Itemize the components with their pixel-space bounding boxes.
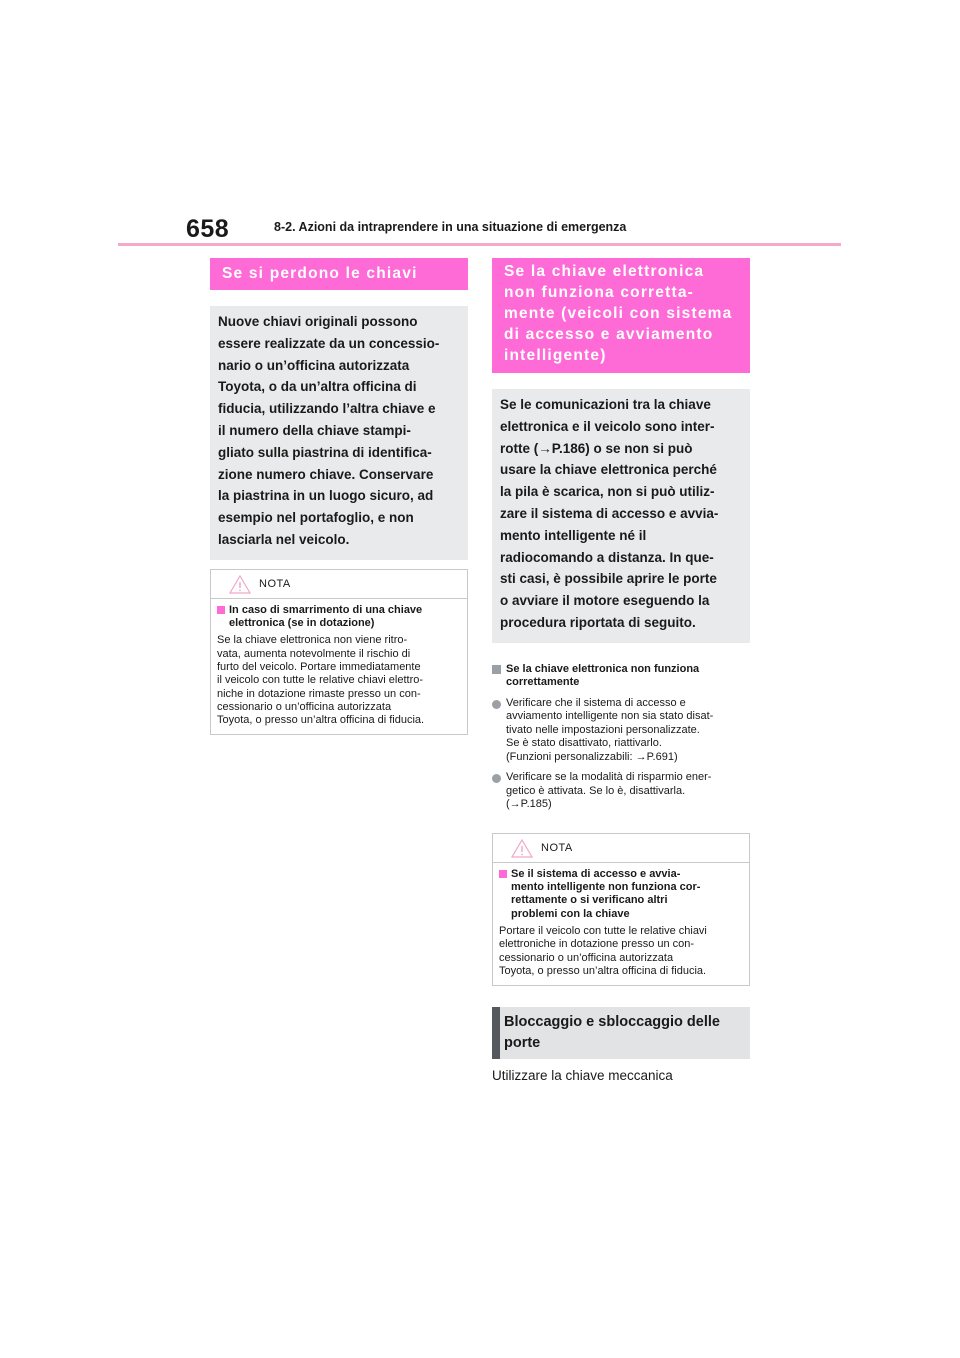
text-line: porte <box>504 1035 541 1052</box>
text-line: elettronica (se in dotazione) <box>229 617 375 630</box>
lost-keys-intro <box>210 306 468 560</box>
text-line: tivato nelle impostazioni personalizzate. <box>506 723 700 736</box>
text-line: non funziona corretta- <box>504 284 695 301</box>
bullet-item <box>492 697 750 765</box>
heading-smart-key-fault <box>492 258 750 373</box>
note-body <box>211 599 467 735</box>
text-line: fiducia, utilizzando l’altra chiave e <box>218 401 436 417</box>
text-line: rotte (→P.186) o se non si può <box>500 440 693 456</box>
note-box-lost-key <box>210 569 468 736</box>
note-header <box>211 570 467 599</box>
text-line: (→P.185) <box>506 798 552 811</box>
text-line: radiocomando a distanza. In que- <box>500 549 714 565</box>
text-line: mente (veicoli con sistema <box>504 305 733 322</box>
text-line: la piastrina in un luogo sicuro, ad <box>218 488 434 504</box>
note-label: NOTA <box>259 577 291 590</box>
note-body <box>493 863 749 985</box>
text-line: getico è attivata. Se lo è, disattivarla. <box>506 784 686 797</box>
text-line: di accesso e avviamento <box>504 326 714 343</box>
text-line: usare la chiave elettronica perché <box>500 462 717 478</box>
note-item-title <box>217 604 461 631</box>
page-number: 658 <box>186 215 230 243</box>
text-line: furto del veicolo. Portare immediatamente <box>217 660 421 673</box>
text-line: Portare il veicolo con tutte le relative chiavi <box>499 924 707 937</box>
text-line: sti casi, è possibile aprire le porte <box>500 571 717 587</box>
warning-triangle-icon <box>229 575 251 597</box>
text-line: Se la chiave elettronica <box>504 263 705 280</box>
subhead-smart-key <box>492 663 750 690</box>
text-line: rettamente o si verificano altri <box>511 894 668 907</box>
text-line: niche in dotazione rimaste presso un con- <box>217 687 421 700</box>
text-line: zione numero chiave. Conservare <box>218 466 434 482</box>
text-line: correttamente <box>506 676 580 689</box>
text-line: Toyota, o presso un’altra officina di fiducia. <box>499 964 707 977</box>
text-line: elettroniche in dotazione presso un con- <box>499 938 695 951</box>
text-line: Bloccaggio e sbloccaggio delle <box>504 1014 720 1031</box>
text-line: Se la chiave elettronica non viene ritro- <box>217 634 408 647</box>
text-line: il veicolo con tutte le relative chiavi elettro- <box>217 674 424 687</box>
text-line: Se il sistema di accesso e avvia- <box>511 867 681 880</box>
text-line: Se è stato disattivato, riattivarlo. <box>506 737 662 750</box>
text-line: zare il sistema di accesso e avvia- <box>500 505 719 521</box>
heading-lock-unlock <box>492 1007 750 1059</box>
note-item-title <box>499 868 743 921</box>
left-column <box>210 258 468 735</box>
text-line: (Funzioni personalizzabili: →P.691) <box>506 750 678 763</box>
text-line: avviamento intelligente non sia stato disat- <box>506 710 714 723</box>
text-line: vata, aumenta notevolmente il rischio di <box>217 647 411 660</box>
right-column <box>492 258 750 1083</box>
text-line: mento intelligente non funziona cor- <box>511 881 701 894</box>
text-line: lasciarla nel veicolo. <box>218 531 350 547</box>
note-header <box>493 834 749 863</box>
section-title: 8-2. Azioni da intraprendere in una situazione di emergenza <box>274 220 627 234</box>
text-line: o avviare il motore eseguendo la <box>500 593 710 609</box>
text-line: gliato sulla piastrina di identifica- <box>218 444 432 460</box>
warning-triangle-icon <box>511 839 533 861</box>
note-label: NOTA <box>541 841 573 854</box>
text-line: procedura riportata di seguito. <box>500 614 696 630</box>
closing-text: Utilizzare la chiave meccanica <box>492 1068 673 1084</box>
note-box-smart-key <box>492 833 750 986</box>
text-line: mento intelligente né il <box>500 527 647 543</box>
text-line: Toyota, o presso un’altra officina di fiducia. <box>217 714 425 727</box>
text-line: problemi con la chiave <box>511 907 630 920</box>
text-line: In caso di smarrimento di una chiave <box>229 603 423 616</box>
smart-key-intro <box>492 389 750 643</box>
text-line: il numero della chiave stampi- <box>218 422 411 438</box>
text-line: Toyota, o da un’altra officina di <box>218 379 417 395</box>
header-rule <box>118 243 841 246</box>
bullet-item <box>492 771 750 812</box>
text-line: Nuove chiavi originali possono <box>218 314 418 329</box>
heading-lost-keys: Se si perdono le chiavi <box>210 258 468 290</box>
text-line: elettronica e il veicolo sono inter- <box>500 418 715 434</box>
text-line: Se la chiave elettronica non funziona <box>506 662 700 675</box>
text-line: intelligente) <box>504 347 607 364</box>
text-line: essere realizzate da un concessio- <box>218 335 440 351</box>
text-line: nario o un’officina autorizzata <box>218 357 410 373</box>
text-line: Verificare che il sistema di accesso e <box>506 696 686 709</box>
text-line: la pila è scarica, non si può utiliz- <box>500 484 715 500</box>
text-line: esempio nel portafoglio, e non <box>218 510 414 526</box>
text-line: cessionario o un’officina autorizzata <box>217 700 392 713</box>
text-line: Se le comunicazioni tra la chiave <box>500 397 711 412</box>
text-line: Verificare se la modalità di risparmio ener- <box>506 771 712 784</box>
text-line: cessionario o un’officina autorizzata <box>499 951 674 964</box>
